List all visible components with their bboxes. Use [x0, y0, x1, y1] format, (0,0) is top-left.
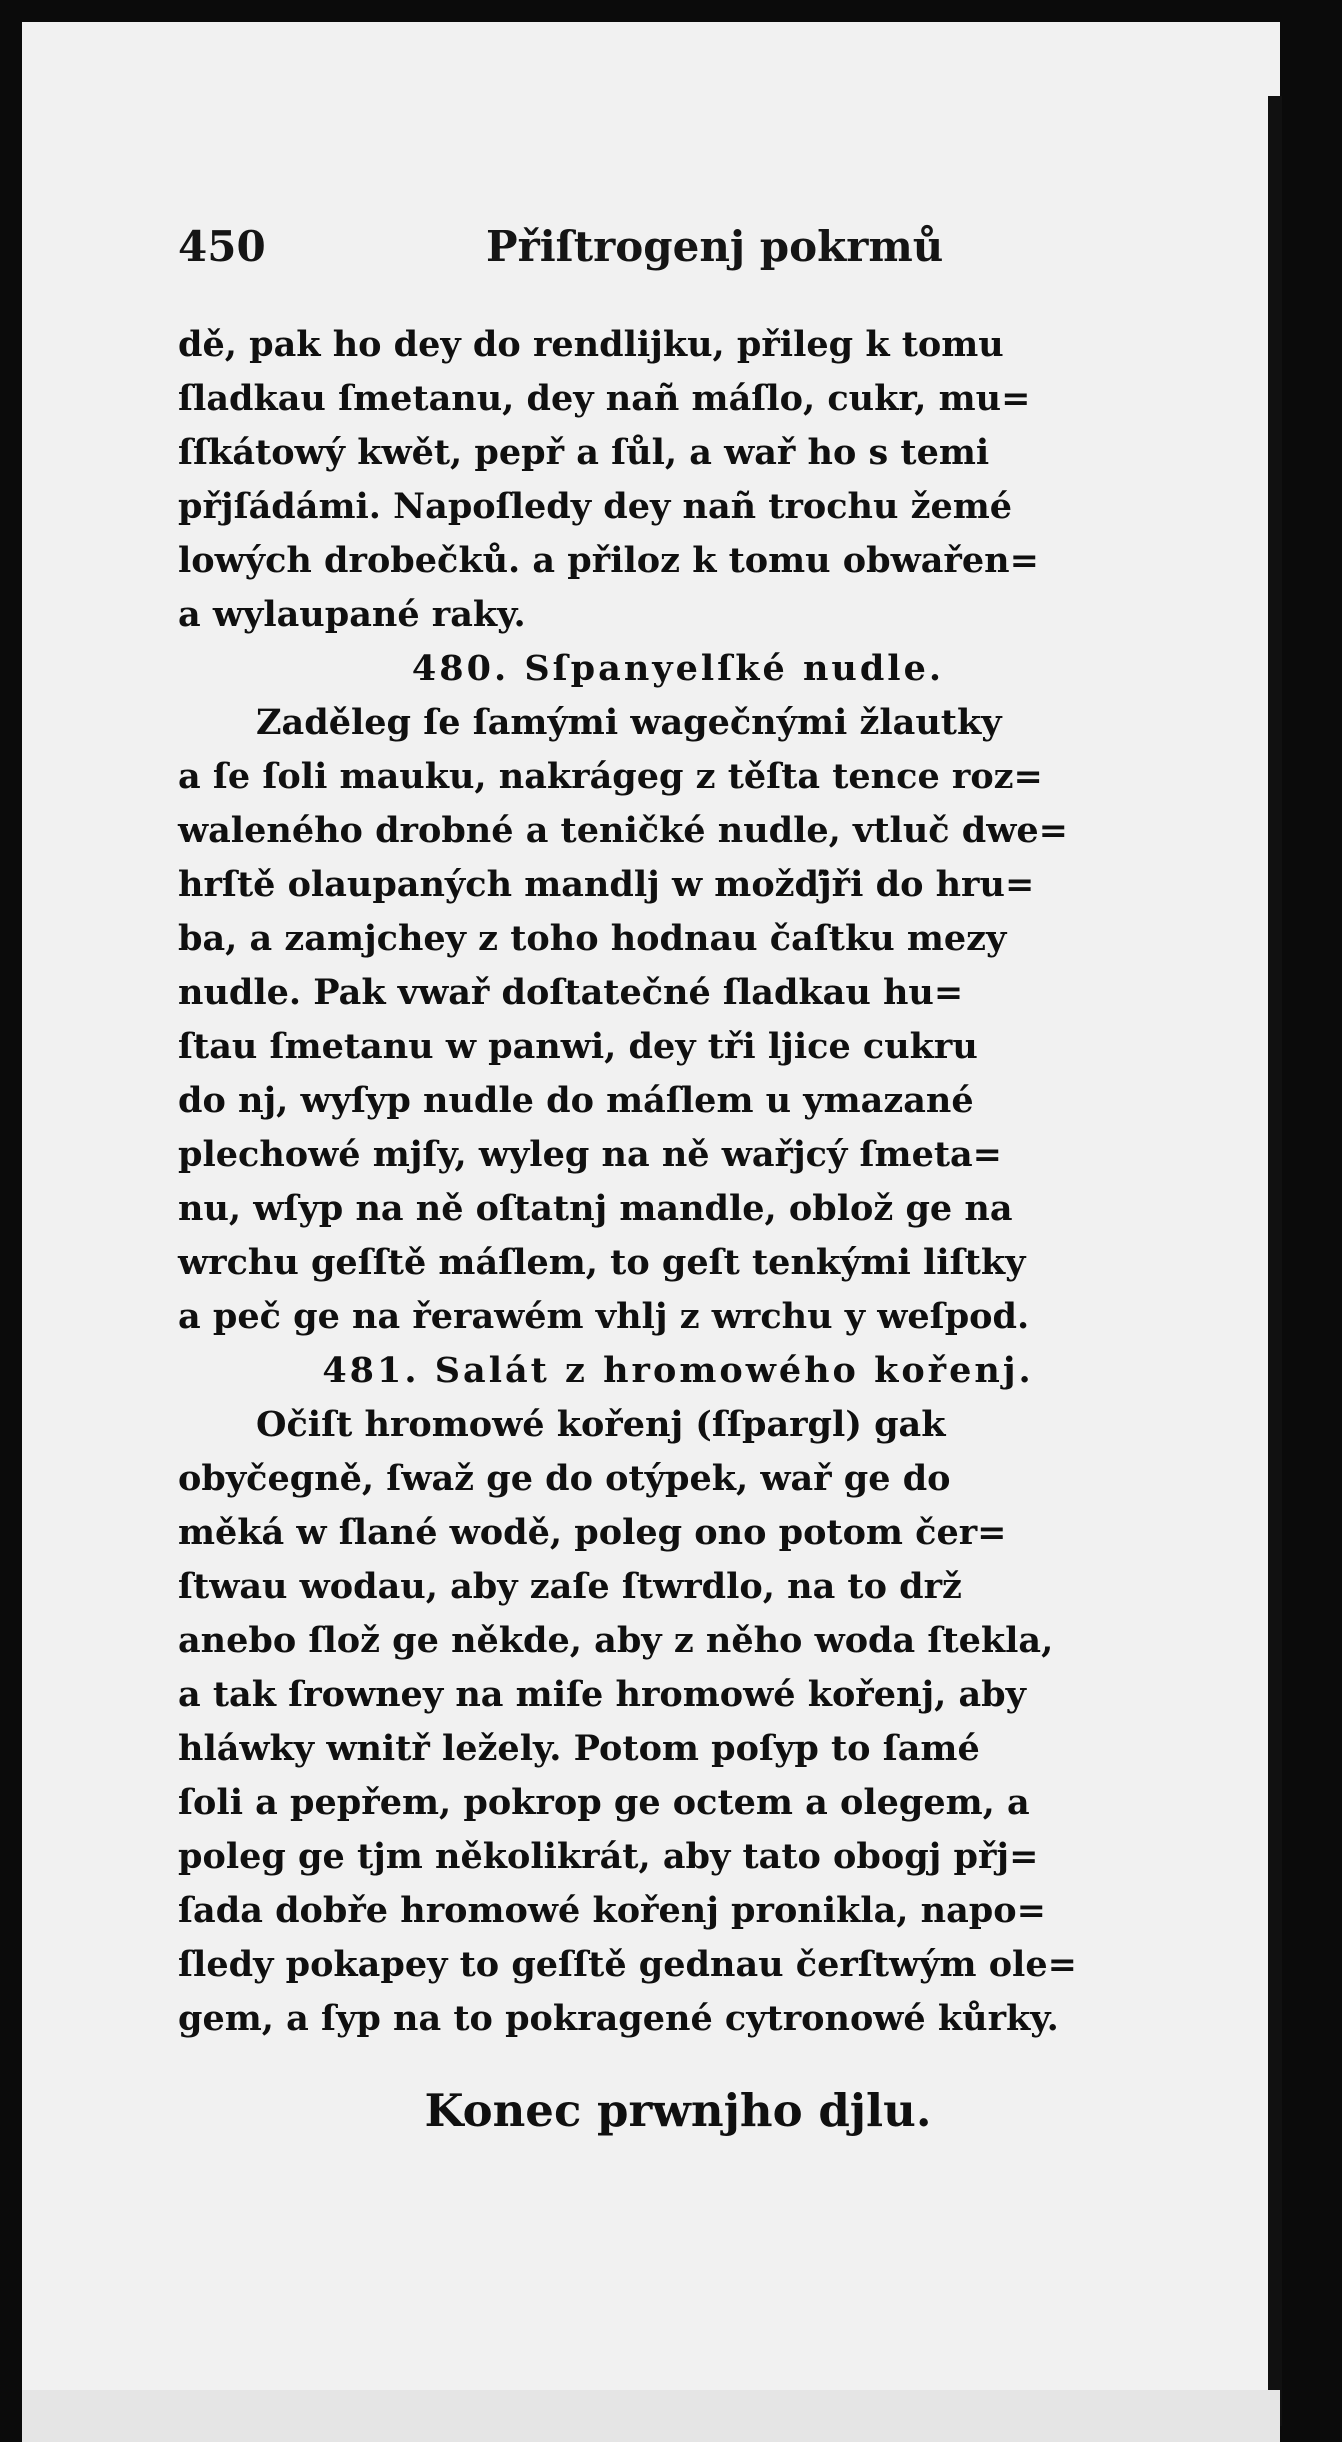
- page-text: [178, 318, 1178, 2138]
- paper-bottom-shadow: [22, 2390, 1280, 2442]
- book-spine-edge: [1268, 96, 1282, 2426]
- text-line: plechowé mjſy, wyleg na ně wařjcý ſmeta=: [178, 1134, 1003, 1175]
- text-line: přjſádámi. Napoſledy dey nañ trochu žemé: [178, 486, 1013, 527]
- text-line: ſada dobře hromowé kořenj pronikla, napo=: [178, 1890, 1046, 1931]
- text-line: a peč ge na řerawém vhlj z wrchu y weſpod.: [178, 1296, 1030, 1337]
- text-line: dě, pak ho dey do rendlijku, přileg k tomu: [178, 324, 1004, 365]
- page-header: [178, 222, 1178, 282]
- text-line: ſſkátowý kwět, pepř a ſůl, a wař ho s temi: [178, 432, 990, 473]
- text-line: nu, wſyp na ně oſtatnj mandle, oblož ge na: [178, 1188, 1013, 1229]
- page-number: 450: [178, 222, 266, 271]
- text-line: ſtau ſmetanu w panwi, dey tři ljice cukru: [178, 1026, 978, 1067]
- text-line: ſoli a pepřem, pokrop ge octem a olegem, a: [178, 1782, 1030, 1823]
- text-line: ſladkau ſmetanu, dey nañ máſlo, cukr, mu=: [178, 378, 1031, 419]
- text-line: gem, a ſyp na to pokragené cytronowé kůrky.: [178, 1998, 1059, 2039]
- text-line: wrchu geſſtě máſlem, to geſt tenkými liſtky: [178, 1242, 1026, 1283]
- text-line: hrſtě olaupaných mandlj w možďjři do hru=: [178, 864, 1035, 905]
- text-line: obyčegně, ſwaž ge do otýpek, wař ge do: [178, 1458, 951, 1499]
- recipe-title-481: 481. Salát z hromowého kořenj.: [322, 1350, 1034, 1391]
- text-line: do nj, wyſyp nudle do máſlem u ymazané: [178, 1080, 974, 1121]
- text-line: a tak ſrowney na miſe hromowé kořenj, aby: [178, 1674, 1026, 1715]
- text-line: a wylaupané raky.: [178, 594, 526, 635]
- text-line: Očiſt hromowé kořenj (ſſpargl) gak: [256, 1404, 946, 1445]
- recipe-title-480: 480. Sſpanyelſké nudle.: [411, 648, 945, 689]
- text-line: poleg ge tjm několikrát, aby tato obogj přj=: [178, 1836, 1039, 1877]
- text-line: lowých drobečků. a přiloz k tomu obwařen=: [178, 540, 1039, 581]
- text-line: waleného drobné a teničké nudle, vtluč dwe=: [178, 810, 1068, 851]
- text-line: hláwky wnitř ležely. Potom poſyp to ſamé: [178, 1728, 980, 1769]
- text-line: ſtwau wodau, aby zaſe ſtwrdlo, na to drž: [178, 1566, 962, 1607]
- text-line: nudle. Pak vwař doſtatečné ſladkau hu=: [178, 972, 964, 1013]
- text-line: měká w ſlané wodě, poleg ono potom čer=: [178, 1512, 1007, 1553]
- running-title: Přiſtrogenj pokrmů: [486, 222, 944, 271]
- end-of-volume-heading: Konec prwnjho djlu.: [424, 2084, 932, 2137]
- text-line: ba, a zamjchey z toho hodnau čaſtku mezy: [178, 918, 1007, 959]
- text-line: a ſe ſoli mauku, nakrágeg z těſta tence roz=: [178, 756, 1043, 797]
- text-line: Zaděleg ſe ſamými wagečnými žlautky: [256, 702, 1002, 743]
- text-line: ſledy pokapey to geſſtě gednau čerſtwým ole=: [178, 1944, 1077, 1985]
- text-line: anebo ſlož ge někde, aby z něho woda ſtekla,: [178, 1620, 1054, 1661]
